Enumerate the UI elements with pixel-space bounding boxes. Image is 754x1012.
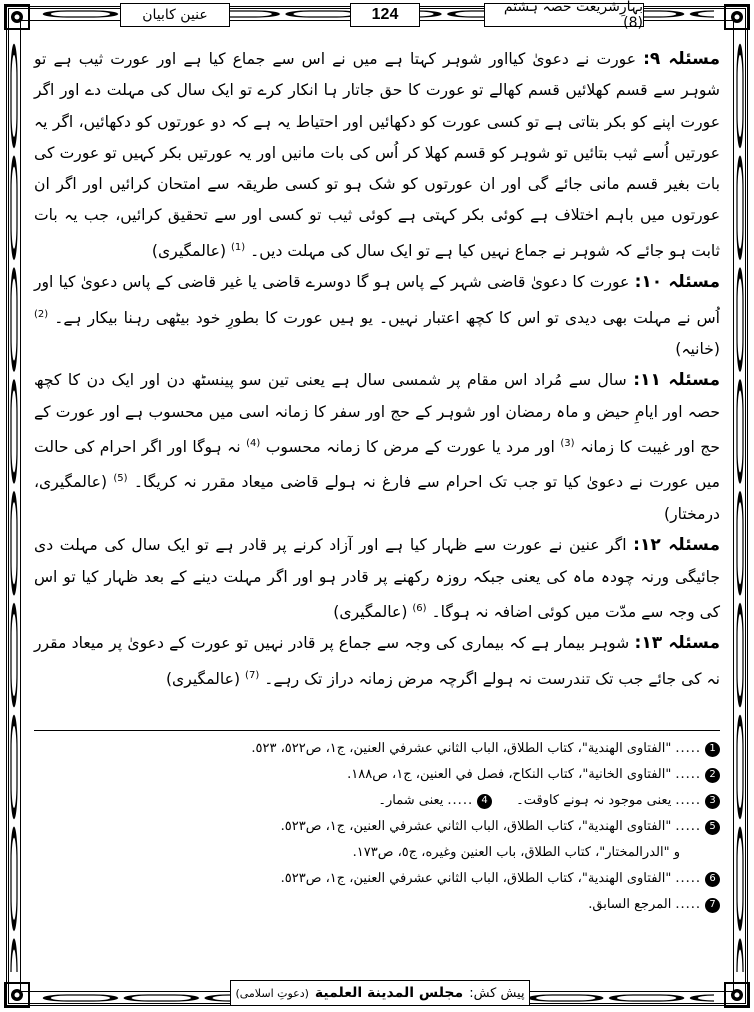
book-title: بہارِشریعت حصہ ہشتم (8) xyxy=(484,3,644,27)
footnote-7: 7 ..... المرجع السابق. xyxy=(34,892,720,918)
footnote-5: 5 ..... "الفتاوی الهندية"، كتاب الطلاق، الباب الثاني عشرفي العنين، ج١، ص٥٢٣. xyxy=(34,814,720,840)
footnote-number: 7 xyxy=(705,898,720,913)
footnote-text: و "الدرالمختار"، كتاب الطلاق، باب العنين وغيره، ج٥، ص١٧٣. xyxy=(352,845,680,860)
footnote-text: المرجع السابق. xyxy=(588,897,672,912)
masala-text: شوہر بیمار ہے کہ بیماری کی وجہ سے جماع پر قادر نہیں تو عورت کے دعویٰ پر میعاد مقرر نہ کی جائے جب تک تندرست نہ ہولے اگرچہ مرض زمانہ دراز تک رہے۔ xyxy=(34,634,720,688)
footnote-number: 5 xyxy=(705,820,720,835)
footnotes xyxy=(34,736,720,918)
footnote-ref: (1) xyxy=(231,241,246,253)
source-citation: (عالمگیری) xyxy=(333,602,408,621)
footnote-ref: (2) xyxy=(34,308,49,320)
footnote-text: "الفتاوی الخانية"، كتاب النكاح، فصل في العنين، ج١، ص١٨٨. xyxy=(347,767,672,782)
footnote-6: 6 ..... "الفتاوی الهندية"، كتاب الطلاق، الباب الثاني عشرفي العنين، ج١، ص٥٢٣. xyxy=(34,866,720,892)
page-footer xyxy=(230,980,530,1006)
footnote-number: 1 xyxy=(705,742,720,757)
masala-text: اگر عنین نے عورت سے ظہار کیا ہے اور آزاد کرنے پر قادر ہے تو ایک سال کی مہلت دی جائیگی ورنہ چودہ ماہ کی یعنی جبکہ روزہ رکھنے پر قادر ہو اور اگر مہلت دینے کے بعد ظہار کیا تو اس کی وجہ سے مدّت میں کوئی اضافہ نہ ہوگا۔ xyxy=(34,536,720,621)
source-citation: (خانیہ) xyxy=(675,340,720,359)
corner-ornament-icon xyxy=(2,980,32,1010)
footnote-ref: (6) xyxy=(412,602,427,614)
footnote-divider xyxy=(34,730,720,731)
source-citation: (عالمگیری) xyxy=(165,669,241,688)
footnote-5-continued xyxy=(34,840,720,866)
footnote-1: 1 ..... "الفتاوی الهندية"، كتاب الطلاق، الباب الثاني عشرفي العنين، ج١، ص٥٢٢، ٥٢٣. xyxy=(34,736,720,762)
footnote-3-4: 3 ..... یعنی موجود نہ ہونے کاوقت۔ 4 ..... یعنی شمار۔ xyxy=(34,788,720,814)
border-chain-right xyxy=(735,40,745,972)
footnote-number: 3 xyxy=(705,794,720,809)
page-number: 124 xyxy=(350,3,420,27)
masala-9 xyxy=(34,44,720,267)
footnote-ref: (3) xyxy=(560,437,575,449)
corner-ornament-icon xyxy=(722,2,752,32)
masala-text: نہ ہوگا اور اگر احرام کی حالت میں عورت نے دعویٰ کیا تو جب تک احرام سے فارغ نہ ہولے قاضی میعاد مقرر نہ کریگا۔ xyxy=(34,438,720,492)
corner-ornament-icon xyxy=(2,2,32,32)
footer-prefix: پیش کش: xyxy=(469,985,525,1001)
masala-label: مسئلہ ۹: xyxy=(643,49,720,69)
publisher-sub: (دعوتِ اسلامی) xyxy=(235,986,309,1000)
footnote-text: "الفتاوی الهندية"، كتاب الطلاق، الباب الثاني عشرفي العنين، ج١، ص٥٢٢، ٥٢٣. xyxy=(251,741,672,756)
masala-label: مسئلہ ۱۱: xyxy=(633,370,720,391)
masala-text: عورت کا دعویٰ قاضی شہر کے پاس ہو گا دوسرے قاضی یا غیر قاضی کے پاس دعویٰ کیا اور اُس نے مہلت بھی دیدی تو اس کا کچھ اعتبار نہیں۔ یو ہیں عورت کا بطورِ خود بیٹھی رہنا بیکار ہے۔ xyxy=(34,273,720,327)
footnote-ref: (4) xyxy=(246,437,261,449)
footnote-number: 4 xyxy=(477,794,492,809)
corner-ornament-icon xyxy=(722,980,752,1010)
footnote-text: یعنی موجود نہ ہونے کاوقت۔ xyxy=(516,793,672,808)
footnote-text: "الفتاوی الهندية"، كتاب الطلاق، الباب الثاني عشرفي العنين، ج١، ص٥٢٣. xyxy=(280,871,672,886)
chapter-title: عنین کابیان xyxy=(120,3,230,27)
footnote-number: 2 xyxy=(705,768,720,783)
masala-10 xyxy=(34,267,720,365)
source-citation: (عالمگیری) xyxy=(151,241,227,260)
masala-text: سال سے مُراد اس مقام پر شمسی سال ہے یعنی تین سو پینسٹھ دن اور ایک دن کا کچھ حصہ اور ایامِ حیض و ماہ رمضان اور شوہر کے حج اور سفر کا زمانہ اسی میں محسوب ہے اور عورت کے حج اور غیبت کا زمانہ xyxy=(34,371,720,457)
footnote-2: 2 ..... "الفتاوی الخانية"، كتاب النكاح، فصل في العنين، ج١، ص١٨٨. xyxy=(34,762,720,788)
masala-label: مسئلہ ۱۲: xyxy=(633,535,720,556)
masala-11 xyxy=(34,365,720,530)
page-body xyxy=(34,44,720,695)
border-chain-left xyxy=(9,40,19,972)
footnote-ref: (7) xyxy=(245,669,260,681)
footnote-text: "الفتاوی الهندية"، كتاب الطلاق، الباب الثاني عشرفي العنين، ج١، ص٥٢٣. xyxy=(280,819,672,834)
footnote-ref: (5) xyxy=(113,473,128,485)
footnote-number: 6 xyxy=(705,872,720,887)
masala-label: مسئلہ ۱۳: xyxy=(634,633,720,654)
source-citation: (عالمگیری، درمختار) xyxy=(34,473,720,523)
masala-12 xyxy=(34,530,720,628)
page-header xyxy=(120,0,644,31)
masala-label: مسئلہ ۱۰: xyxy=(634,272,720,293)
masala-text: عورت نے دعویٰ کیااور شوہر کہتا ہے میں نے اس سے جماع کیا ہے اور عورت ثیب ہے تو شوہر سے قسم کھلائیں قسم کھالے تو عورت کا حق جاتار ہا انکار کرے تو ایک سال کی مہلت دے اور اگر عورت اپنے کو بکر بتاتی ہے تو کسی عورت کو دکھائیں اور احتیاط یہ ہے کہ دو عورتوں کو دکھائیں، اگر یہ عورتیں اُسے ثیب بتائیں تو شوہر کو قسم کھلا کر اُس کی بات مانیں اور یہ عورتیں بکر کہیں تو عورت کی بات بغیر قسم مانی جائے گی اور ان عورتوں کو شک ہو تو کسی طریقہ سے امتحان کرائیں اور اگر ان عورتوں میں باہم اختلاف ہے کوئی بکر کہتی ہے کوئی ثیب تو کسی اور سے تحقیق کرائیں، جب یہ بات ثابت ہو جائے کہ شوہر نے جماع نہیں کیا ہے تو ایک سال کی مہلت دیں۔ xyxy=(34,50,720,260)
publisher-name: مجلس المدينة العلمية xyxy=(314,985,464,1001)
masala-13 xyxy=(34,628,720,695)
footnote-text: یعنی شمار۔ xyxy=(378,793,444,808)
masala-text: اور مرد یا عورت کے مرض کا زمانہ محسوب xyxy=(265,438,555,457)
